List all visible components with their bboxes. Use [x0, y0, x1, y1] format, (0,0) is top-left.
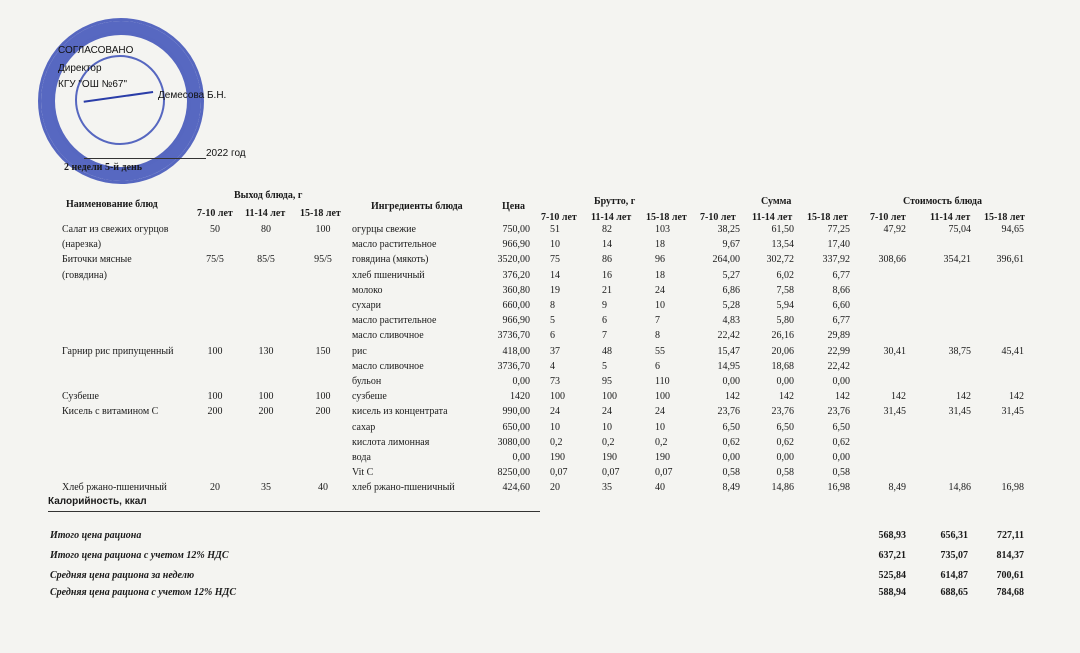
cell-g2: 6 — [602, 315, 607, 327]
cell-ing: сузбеше — [352, 391, 387, 403]
total-label: Итого цена рациона с учетом 12% НДС — [50, 550, 229, 561]
cell-s1: 15,47 — [717, 345, 740, 357]
cell-g3: 24 — [655, 406, 665, 418]
cell-s2: 14,86 — [771, 482, 794, 494]
header-gross: Брутто, г — [594, 196, 636, 207]
cell-g3: 40 — [655, 482, 665, 494]
cell-s2: 23,76 — [771, 406, 794, 418]
cell-y1: 20 — [210, 482, 220, 494]
cell-y3: 40 — [318, 482, 328, 494]
cell-g1: 37 — [550, 345, 560, 357]
total-value-age3: 727,11 — [997, 530, 1024, 541]
cell-s3: 6,77 — [832, 269, 850, 281]
cell-s1: 142 — [725, 391, 740, 403]
cell-g2: 95 — [602, 376, 612, 387]
cell-s2: 18,68 — [771, 360, 794, 372]
cell-ing: масло растительное — [352, 239, 437, 251]
cell-c1: 31,45 — [883, 406, 906, 418]
total-value-age3: 814,37 — [996, 550, 1024, 561]
cell-g3: 10 — [655, 421, 665, 433]
cell-g3: 0,2 — [655, 436, 668, 448]
cell-ing: хлеб пшеничный — [352, 269, 425, 281]
cell-g1: 14 — [550, 269, 560, 281]
cell-c2: 142 — [956, 391, 971, 403]
cell-g1: 100 — [550, 391, 565, 403]
cell-g1: 6 — [550, 330, 555, 342]
cell-c3: 45,41 — [1001, 345, 1024, 357]
cell-g3: 55 — [655, 345, 665, 357]
calories-label: Калорийность, ккал — [48, 496, 147, 507]
cell-c3: 31,45 — [1001, 406, 1024, 418]
cell-price: 424,60 — [502, 482, 530, 494]
cell-ing: кислота лимонная — [352, 436, 430, 448]
cell-s1: 0,58 — [722, 467, 740, 479]
cell-dish: Кисель с витамином С — [62, 406, 159, 418]
cell-s1: 9,67 — [722, 239, 740, 251]
cell-s1: 22,42 — [717, 330, 740, 342]
cell-g3: 110 — [655, 376, 670, 387]
approval-director: Директор — [58, 63, 102, 74]
cell-s1: 0,00 — [722, 452, 740, 463]
cell-ing: масло сливочное — [352, 330, 424, 342]
cell-s1: 8,49 — [722, 482, 740, 494]
cell-price: 8250,00 — [497, 467, 530, 479]
cell-g3: 10 — [655, 300, 665, 311]
cell-c2: 31,45 — [948, 406, 971, 418]
header-cost-age3: 15-18 лет — [984, 212, 1025, 223]
cell-s1: 14,95 — [717, 360, 740, 372]
cell-s1: 264,00 — [712, 254, 740, 266]
cell-g3: 8 — [655, 330, 660, 342]
cell-s2: 20,06 — [771, 345, 794, 357]
cell-g1: 73 — [550, 376, 560, 387]
cell-g3: 7 — [655, 315, 660, 327]
header-sum-age2: 11-14 лет — [752, 212, 793, 223]
cell-s3: 16,98 — [827, 482, 850, 494]
cell-g1: 51 — [550, 224, 560, 235]
school-seal — [38, 18, 204, 184]
header-sum-age3: 15-18 лет — [807, 212, 848, 223]
cell-y2: 35 — [261, 482, 271, 494]
cell-y3: 100 — [315, 224, 331, 235]
cell-g3: 0,07 — [655, 467, 673, 479]
cell-g1: 75 — [550, 254, 560, 266]
cell-ing: Vit C — [352, 467, 374, 479]
cell-s1: 38,25 — [717, 224, 740, 235]
cell-g2: 7 — [602, 330, 607, 342]
header-gross-age1: 7-10 лет — [541, 212, 577, 223]
cell-s1: 23,76 — [717, 406, 740, 418]
cell-c3: 94,65 — [1001, 224, 1024, 235]
cell-dish: (говядина) — [62, 269, 107, 281]
header-yield: Выход блюда, г — [234, 190, 303, 201]
cell-s1: 0,62 — [722, 436, 740, 448]
cell-y1: 100 — [207, 391, 223, 403]
header-ingredients: Ингредиенты блюда — [371, 201, 463, 212]
cell-ing: масло растительное — [352, 315, 437, 327]
header-yield-age1: 7-10 лет — [197, 208, 233, 219]
cell-g1: 10 — [550, 239, 560, 251]
cell-g2: 24 — [602, 406, 612, 418]
cell-g1: 20 — [550, 482, 560, 494]
cell-price: 418,00 — [502, 345, 530, 357]
cell-y2: 80 — [261, 224, 271, 235]
cell-ing: масло сливочное — [352, 360, 424, 372]
total-value-age2: 735,07 — [940, 550, 968, 561]
cell-s3: 0,00 — [832, 452, 850, 463]
cell-s3: 23,76 — [827, 406, 850, 418]
cell-s2: 6,50 — [776, 421, 794, 433]
cell-g3: 190 — [655, 452, 670, 463]
cell-c1: 8,49 — [888, 482, 906, 494]
cell-s2: 6,02 — [776, 269, 794, 281]
cell-g3: 18 — [655, 269, 665, 281]
total-value-age1: 588,94 — [878, 587, 906, 598]
cell-s3: 22,42 — [827, 360, 850, 372]
cell-s2: 0,58 — [776, 467, 794, 479]
cell-g1: 190 — [550, 452, 565, 463]
cell-ing: молоко — [352, 284, 383, 296]
cell-g1: 4 — [550, 360, 555, 372]
total-value-age2: 688,65 — [940, 587, 968, 598]
cell-g2: 21 — [602, 284, 612, 296]
cell-price: 1420 — [510, 391, 530, 403]
cell-c2: 75,04 — [948, 224, 971, 235]
cell-s3: 0,58 — [832, 467, 850, 479]
cell-y2: 100 — [258, 391, 274, 403]
cell-price: 660,00 — [502, 300, 530, 311]
cell-g3: 103 — [655, 224, 670, 235]
cell-y1: 50 — [210, 224, 220, 235]
cell-s3: 6,77 — [832, 315, 850, 327]
cell-ing: кисель из концентрата — [352, 406, 448, 418]
cell-c1: 47,92 — [883, 224, 906, 235]
cell-y1: 100 — [207, 345, 223, 357]
total-value-age2: 656,31 — [940, 530, 968, 541]
cell-dish: Биточки мясные — [62, 254, 132, 266]
total-value-age2: 614,87 — [940, 570, 968, 581]
cell-s3: 142 — [835, 391, 850, 403]
cell-s2: 0,00 — [776, 376, 794, 387]
cell-g1: 5 — [550, 315, 555, 327]
approval-date: 2022 год — [206, 148, 246, 159]
cell-ing: сахар — [352, 421, 376, 433]
approval-agreed: СОГЛАСОВАНО — [58, 45, 134, 56]
cell-s1: 5,28 — [722, 300, 740, 311]
cell-s3: 0,62 — [832, 436, 850, 448]
cell-dish: (нарезка) — [62, 239, 102, 251]
approval-name: Демесова Б.Н. — [158, 90, 227, 101]
cell-c3: 16,98 — [1001, 482, 1024, 494]
approval-school: КГУ "ОШ №67" — [58, 79, 128, 90]
cell-price: 990,00 — [502, 406, 530, 418]
cell-s2: 302,72 — [766, 254, 794, 266]
cell-s2: 0,00 — [776, 452, 794, 463]
cell-dish: Хлеб ржано-пшеничный — [62, 482, 167, 494]
cell-c3: 142 — [1009, 391, 1024, 403]
cell-g1: 24 — [550, 406, 560, 418]
cell-price: 3520,00 — [497, 254, 530, 266]
total-label: Итого цена рациона — [50, 530, 142, 541]
cell-g3: 96 — [655, 254, 665, 266]
cell-g2: 35 — [602, 482, 612, 494]
cell-c1: 142 — [891, 391, 906, 403]
cell-g2: 100 — [602, 391, 617, 403]
cell-g1: 8 — [550, 300, 555, 311]
cell-s3: 29,89 — [827, 330, 850, 342]
cell-s2: 5,94 — [776, 300, 794, 311]
total-value-age1: 637,21 — [878, 550, 906, 561]
cell-price: 650,00 — [502, 421, 530, 433]
cell-s2: 5,80 — [776, 315, 794, 327]
cell-s3: 8,66 — [832, 284, 850, 296]
header-gross-age2: 11-14 лет — [591, 212, 632, 223]
cell-ing: хлеб ржано-пшеничный — [352, 482, 455, 494]
cell-dish: Гарнир рис припущенный — [62, 345, 174, 357]
cell-c2: 14,86 — [948, 482, 971, 494]
cell-s3: 337,92 — [822, 254, 850, 266]
cell-g2: 9 — [602, 300, 607, 311]
cell-dish: Сузбеше — [62, 391, 99, 403]
cell-s2: 61,50 — [771, 224, 794, 235]
cell-s2: 7,58 — [776, 284, 794, 296]
cell-s2: 142 — [779, 391, 794, 403]
total-label: Средняя цена рациона с учетом 12% НДС — [50, 587, 237, 598]
cell-y1: 75/5 — [206, 254, 224, 266]
cell-g1: 10 — [550, 421, 560, 433]
cell-s2: 0,62 — [776, 436, 794, 448]
cell-s3: 77,25 — [827, 224, 850, 235]
cell-price: 376,20 — [502, 269, 530, 281]
cell-s2: 13,54 — [771, 239, 794, 251]
cell-ing: вода — [352, 452, 371, 463]
header-sum: Сумма — [761, 196, 792, 207]
cell-c1: 308,66 — [878, 254, 906, 266]
cell-ing: огурцы свежие — [352, 224, 416, 235]
cell-price: 360,80 — [502, 284, 530, 296]
cell-price: 0,00 — [512, 452, 530, 463]
cell-y3: 150 — [315, 345, 331, 357]
cell-y3: 100 — [315, 391, 331, 403]
header-yield-age3: 15-18 лет — [300, 208, 341, 219]
cell-g2: 14 — [602, 239, 612, 251]
cell-s1: 6,50 — [722, 421, 740, 433]
cell-y1: 200 — [207, 406, 223, 418]
cell-price: 966,90 — [502, 315, 530, 327]
header-cost-age1: 7-10 лет — [870, 212, 906, 223]
cell-ing: рис — [352, 345, 367, 357]
total-value-age3: 700,61 — [996, 570, 1024, 581]
cell-g3: 6 — [655, 360, 660, 372]
cell-ing: бульон — [352, 376, 382, 387]
cell-y3: 200 — [315, 406, 331, 418]
cell-c2: 354,21 — [943, 254, 971, 266]
cell-y2: 130 — [258, 345, 274, 357]
cell-y2: 85/5 — [257, 254, 275, 266]
cell-g1: 0,07 — [550, 467, 568, 479]
cell-dish: Салат из свежих огурцов — [62, 224, 169, 235]
total-value-age3: 784,68 — [996, 587, 1024, 598]
cell-price: 750,00 — [502, 224, 530, 235]
cell-c1: 30,41 — [883, 345, 906, 357]
cell-c2: 38,75 — [948, 345, 971, 357]
cell-g3: 24 — [655, 284, 665, 296]
cell-g3: 100 — [655, 391, 670, 403]
cell-s3: 17,40 — [827, 239, 850, 251]
cell-s1: 4,83 — [722, 315, 740, 327]
cell-g1: 0,2 — [550, 436, 563, 448]
cell-price: 3736,70 — [497, 360, 530, 372]
total-label: Средняя цена рациона за неделю — [50, 570, 195, 581]
cell-s3: 6,60 — [832, 300, 850, 311]
cell-s1: 5,27 — [722, 269, 740, 281]
cell-g2: 86 — [602, 254, 612, 266]
cell-g2: 48 — [602, 345, 612, 357]
header-dish-cost: Стоимость блюда — [903, 196, 982, 207]
header-price: Цена — [502, 201, 525, 212]
cell-s3: 6,50 — [832, 421, 850, 433]
header-sum-age1: 7-10 лет — [700, 212, 736, 223]
cell-y2: 200 — [258, 406, 274, 418]
header-cost-age2: 11-14 лет — [930, 212, 971, 223]
cell-s1: 0,00 — [722, 376, 740, 387]
cell-g2: 0,07 — [602, 467, 620, 479]
cell-g2: 5 — [602, 360, 607, 372]
cell-s1: 6,86 — [722, 284, 740, 296]
header-dish-name: Наименование блюд — [66, 199, 158, 210]
cell-s2: 26,16 — [771, 330, 794, 342]
cell-y3: 95/5 — [314, 254, 332, 266]
cell-s3: 0,00 — [832, 376, 850, 387]
cell-g2: 190 — [602, 452, 617, 463]
cell-ing: сухари — [352, 300, 381, 311]
header-yield-age2: 11-14 лет — [245, 208, 286, 219]
total-value-age1: 568,93 — [878, 530, 906, 541]
cell-g2: 82 — [602, 224, 612, 235]
cell-s3: 22,99 — [827, 345, 850, 357]
cell-g2: 16 — [602, 269, 612, 281]
header-gross-age3: 15-18 лет — [646, 212, 687, 223]
cell-g2: 0,2 — [602, 436, 615, 448]
cell-price: 3080,00 — [497, 436, 530, 448]
cell-g1: 19 — [550, 284, 560, 296]
cell-g2: 10 — [602, 421, 612, 433]
cell-price: 0,00 — [512, 376, 530, 387]
total-value-age1: 525,84 — [878, 570, 906, 581]
day-label: 2 недели 5-й день — [64, 162, 143, 173]
cell-price: 966,90 — [502, 239, 530, 251]
cell-c3: 396,61 — [996, 254, 1024, 266]
cell-ing: говядина (мякоть) — [352, 254, 429, 266]
cell-g3: 18 — [655, 239, 665, 251]
cell-price: 3736,70 — [497, 330, 530, 342]
